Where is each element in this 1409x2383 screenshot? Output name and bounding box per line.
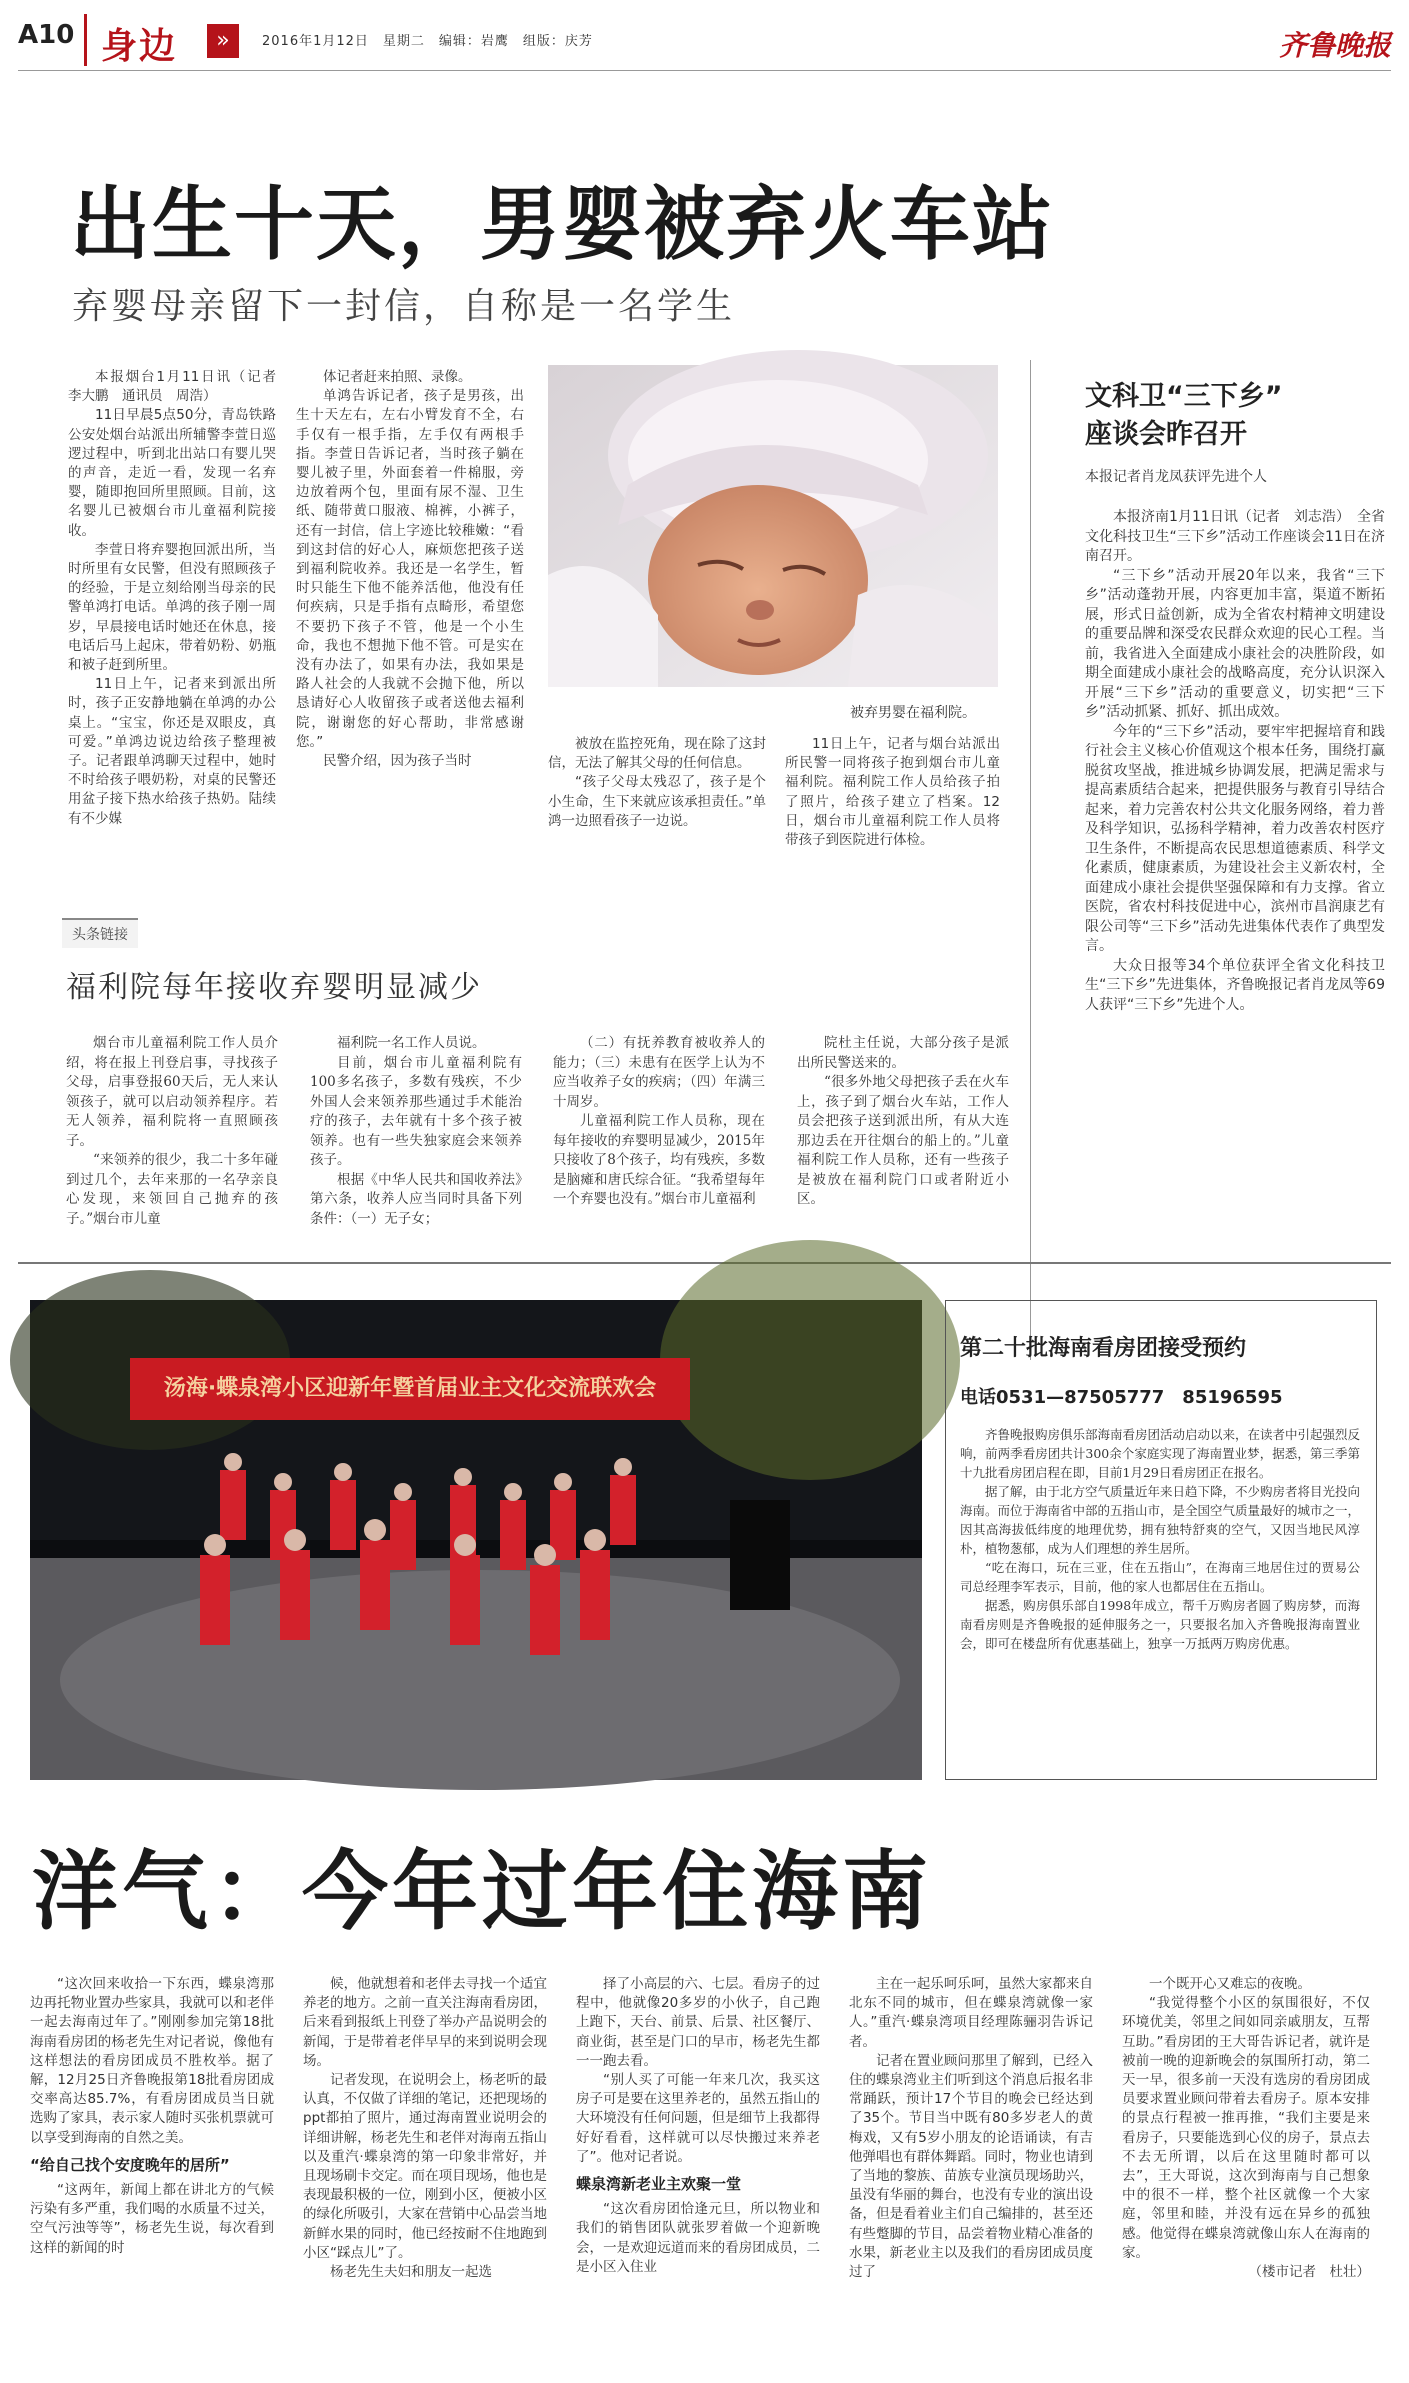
paragraph: 本报烟台1月11日讯（记者 李大鹏 通讯员 周浩） — [68, 369, 290, 405]
main-subhead: 弃婴母亲留下一封信，自称是一名学生 — [72, 286, 736, 327]
sidebar-title-line-1: 文科卫“三下乡” — [1085, 381, 1283, 412]
paragraph: （二）有抚养教育被收养人的能力；（三）未患有在医学上认为不应当收养子女的疾病；（四）年满三十周岁。 — [553, 1035, 765, 1110]
story1-column-1 — [68, 368, 290, 908]
paragraph: 民警介绍，因为孩子当时 — [323, 753, 472, 770]
paragraph: 杨老先生夫妇和朋友一起选 — [330, 2264, 492, 2281]
sidebar-byline: 本报记者肖龙凤获评先进个人 — [1085, 469, 1267, 485]
paragraph: “很多外地父母把孩子丢在火车上，孩子到了烟台火车站，工作人员会把孩子送到派出所，有从大连那边丢在开往烟台的船上的。”儿童福利院工作人员称，还有一些孩子是被放在福利院门口或者附近小区。 — [797, 1074, 1009, 1207]
paragraph: 记者发现，在说明会上，杨老听的最认真，不仅做了详细的笔记，还把现场的ppt都拍了照片，通过海南置业说明会的详细讲解，杨老先生和老伴对海南五指山以及重汽·蝶泉湾的第一印象非常好，并且现场刷卡交定。而在项目现场，他也是表现最积极的一位，刚到小区，便被小区的绿化所吸引，大家在营销中心品尝当地新鲜水果的同时，他已经按耐不住地跑到小区“踩点儿”了。 — [303, 2072, 547, 2261]
issue-info: 2016年1月12日 星期二 编辑：岩鹰 组版：庆芳 — [262, 34, 593, 49]
paragraph: 11日上午，记者与烟台站派出所民警一同将孩子抱到烟台市儿童福利院。福利院工作人员给孩子拍了照片，给孩子建立了档案。12日，烟台市儿童福利院工作人员将带孩子到医院进行体检。 — [785, 736, 1000, 849]
story2-column-2 — [303, 1975, 547, 2370]
story2-headline: 洋气：今年过年住海南 — [32, 1842, 932, 1942]
paragraph: “别人买了可能一年来几次，我买这房子可是要在这里养老的，虽然五指山的大环境没有任何问题，但是细节上我都得好好看看，这样就可以尽快搬过来养老了”。他对记者说。 — [576, 2072, 820, 2165]
newspaper-logo: 齐鲁晚报 — [1278, 29, 1391, 62]
paragraph: 体记者赶来拍照、录像。 — [323, 369, 472, 385]
paragraph: 一个既开心又难忘的夜晚。 — [1149, 1976, 1311, 1992]
section-label — [84, 14, 230, 67]
paragraph: 被放在监控死角，现在除了这封信，无法了解其父母的任何信息。 — [548, 736, 766, 772]
paragraph: 根据《中华人民共和国收养法》第六条，收养人应当同时具备下列条件：（一）无子女； — [310, 1171, 522, 1227]
baby-photo-illustration — [548, 365, 998, 687]
inline-heading: “给自己找个安度晚年的居所” — [30, 2155, 230, 2174]
section-arrow-icon: » — [207, 24, 239, 58]
paragraph: 目前，烟台市儿童福利院有100多名孩子，多数有残疾，不少外国人会来领养那些通过手术能治疗的孩子，去年就有十多个孩子被领养。也有一些失独家庭会来领养孩子。 — [310, 1054, 522, 1168]
paragraph: 主在一起乐呵乐呵，虽然大家都来自北东不同的城市，但在蝶泉湾就像一家人。”重汽·蝶泉湾项目经理陈骊羽告诉记者。 — [849, 1976, 1093, 2050]
story1-column-2 — [296, 368, 524, 908]
story2-column-5 — [1122, 1975, 1370, 2370]
paragraph: 单鸿告诉记者，孩子是男孩，出生十天左右，左右小臂发育不全，右手仅有一根手指，左手仅有两根手指。李萱日告诉记者，当时孩子躺在婴儿被子里，外面套着一件棉服，旁边放着两个包，里面有尿不湿、卫生纸、随带黄口服液、棉裤，小裤子，还有一封信，信上字迹比较稚嫩：“看到这封信的好心人，麻烦您把孩子送到福利院收养。我还是一名学生，暂时只能生下他不能养活他，他没有任何疾病，只是手指有点畸形，希望您不要扔下孩子不管，他是一个小生命，我也不想抛下他不管。可是实在没有办法了，如果有办法，我如果是路人社会的人我就不会抛下他，所以恳请好心人收留孩子或者送他去福利院，谢谢您的好心帮助，非常感谢您。” — [296, 388, 524, 750]
paragraph: “来领养的很少，我二十多年碰到过几个，去年来那的一名孕亲良心发现，来领回自己抛弃的孩子。”烟台市儿童 — [66, 1152, 278, 1227]
paragraph: 据悉，购房俱乐部自1998年成立，帮千万购房者圆了购房梦，而海南看房则是齐鲁晚报的延伸服务之一，只要报名加入齐鲁晚报海南置业会，即可在楼盘所有优惠基础上，独享一万抵两万购房优惠。 — [960, 1598, 1360, 1651]
paragraph: “这次回来收拾一下东西，蝶泉湾那边再托物业置办些家具，我就可以和老伴一起去海南过年了。”刚刚参加完第18批海南看房团的杨老先生对记者说，像他有这样想法的看房团成员不胜枚举。据了解，12月25日齐鲁晚报第18批看房团成交率高达85.7%，有看房团成员当日就选购了家具，表示家人随时买张机票就可以享受到海南的自然之美。 — [30, 1976, 274, 2146]
related-tag: 头条链接 — [62, 918, 138, 948]
header-rule — [18, 70, 1391, 71]
sidebar-title — [1085, 378, 1385, 454]
sidebar-divider — [1030, 360, 1031, 1360]
paragraph: 据了解，由于北方空气质量近年来日趋下降，不少购房者将目光投向海南。而位于海南省中部的五指山市，是全国空气质量最好的城市之一，因其高海拔低纬度的地理优势，拥有独特舒爽的空气，又因当地民风淳朴，植物葱郁，成为人们理想的养生居所。 — [960, 1484, 1361, 1556]
related-column-2 — [310, 1034, 522, 1234]
performance-photo — [30, 1300, 922, 1780]
section-title: 身边 — [101, 26, 178, 67]
story2-column-3 — [576, 1975, 820, 2370]
paragraph: 择了小高层的六、七层。看房子的过程中，他就像20多岁的小伙子，自己跑上跑下，天台、前景、后景、社区餐厅、商业街，甚至是门口的早市，杨老先生都一一跑去看。 — [576, 1976, 820, 2069]
paragraph: 今年的“三下乡”活动，要牢牢把握培育和践行社会主义核心价值观这个根本任务，围绕打赢脱贫攻坚战，推进城乡协调发展，把满足需求与提高素质结合起来，把提供服务与教育引导结合起来，着力完善农村公共文化服务网络，着力普及科学知识，弘扬科学精神，着力改善农村医疗卫生条件，不断提高农民思想道德素质、科学文化素质，健康素质，为建设社会主义新农村，全面建成小康社会提供坚强保障和有力支撑。省立医院，省农村科技促进中心，滨州市昌润康艺有限公司等“三下乡”活动先进集体代表作了典型发言。 — [1085, 723, 1385, 954]
paragraph: 儿童福利院工作人员称，现在每年接收的弃婴明显减少，2015年只接收了8个孩子，均有残疾，多数是脑瘫和唐氏综合征。“我希望每年一个弃婴也没有。”烟台市儿童福利 — [553, 1113, 765, 1207]
paragraph: 11日上午，记者来到派出所时，孩子正安静地躺在单鸿的办公桌上。“宝宝，你还是双眼皮，真可爱。”单鸿边说边给孩子整理被子。记者跟单鸿聊天过程中，她时不时给孩子喂奶粉，对桌的民警还用盆子接下热水给孩子热奶。陆续有不少媒 — [68, 676, 276, 827]
related-column-4 — [797, 1034, 1009, 1234]
story2-column-4 — [849, 1975, 1093, 2370]
ad-box — [945, 1300, 1377, 1780]
paragraph: 记者在置业顾问那里了解到，已经入住的蝶泉湾业主们听到这个消息后报名非常踊跃，预计17个节目的晚会已经达到了35个。节目当中既有80多岁老人的黄梅戏，又有5岁小朋友的论语诵读，有吉他弹唱也有群体舞蹈。同时，物业也请到了当地的黎族、苗族专业演员现场助兴，虽没有华丽的舞台，也没有专业的演出设备，但是看着业主们自己编排的，甚至还有些蹩脚的节目，品尝着物业精心准备的水果，新老业主以及我们的看房团成员度过了 — [849, 2052, 1093, 2281]
baby-photo — [548, 365, 998, 687]
ad-title: 第二十批海南看房团接受预约 — [960, 1336, 1247, 1361]
paragraph: “孩子父母太残忍了，孩子是个小生命，生下来就应该承担责任。”单鸿一边照看孩子一边说。 — [548, 774, 766, 829]
sidebar-title-line-2: 座谈会昨召开 — [1085, 419, 1247, 450]
photo-caption: 被弃男婴在福利院。 — [850, 705, 976, 721]
stage-banner: 汤海·蝶泉湾小区迎新年暨首届业主文化交流联欢会 — [163, 1376, 657, 1401]
related-title: 福利院每年接收弃婴明显减少 — [66, 970, 482, 1005]
ad-phone — [960, 1383, 1283, 1409]
paragraph: “我觉得整个小区的氛围很好，不仅环境优美，邻里之间如同亲戚朋友，互帮互助。”看房团的王大哥告诉记者，就许是被前一晚的迎新晚会的氛围所打动，第二天一早，很多前一天没有选房的看房团成员要求置业顾问带着去看房子。原本安排的景点行程被一推再推，“我们主要是来看房子，只要能选到心仪的房子，景点去不去无所谓，以后在这里随时都可以去”，王大哥说，这次到海南与自己想象中的很不一样，整个社区就像一个大家庭，邻里和睦，并没有远在异乡的孤独感。他觉得在蝶泉湾就像山东人在海南的家。 — [1122, 1995, 1370, 2261]
paragraph: 李萱日将弃婴抱回派出所，当时所里有女民警，但没有照顾孩子的经验，于是立刻给刚当母亲的民警单鸿打电话。单鸿的孩子刚一周岁，早晨接电话时她还在休息，接电话后马上起床，带着奶粉、奶瓶和被子赶到所里。 — [68, 541, 276, 674]
sidebar-body — [1085, 508, 1385, 1368]
paragraph: 院杜主任说，大部分孩子是派出所民警送来的。 — [797, 1035, 1009, 1071]
paragraph: “这次看房团恰逢元旦，所以物业和我们的销售团队就张罗着做一个迎新晚会，一是欢迎远道而来的看房团成员，二是小区入住业 — [576, 2201, 820, 2275]
story2-signature: （楼市记者 杜壮） — [1248, 2264, 1370, 2281]
ad-phone-number: 0531—87505777 85196595 — [996, 1387, 1283, 1408]
paragraph: “吃在海口，玩在三亚，住在五指山”，在海南三地居住过的贾易公司总经理李军表示，目前，他的家人也都居住在五指山。 — [960, 1560, 1360, 1594]
paragraph: 烟台市儿童福利院工作人员介绍，将在报上刊登启事，寻找孩子父母，启事登报60天后，无人来认领孩子，就可以启动领养程序。若无人领养，福利院将一直照顾孩子。 — [66, 1035, 278, 1149]
paragraph: “这两年，新闻上都在讲北方的气候污染有多严重，我们喝的水质量不过关，空气污浊等等”，杨老先生说，每次看到这样的新闻的时 — [30, 2182, 274, 2256]
paragraph: 候，他就想着和老伴去寻找一个适宜养老的地方。之前一直关注海南看房团，后来看到报纸上刊登了举办产品说明会的新闻，于是带着老伴早早的来到说明会现场。 — [303, 1976, 547, 2069]
related-column-1 — [66, 1034, 278, 1234]
paragraph: 本报济南1月11日讯（记者 刘志浩） 全省文化科技卫生“三下乡”活动工作座谈会11日在济南召开。 — [1085, 509, 1385, 564]
paragraph: “三下乡”活动开展20年以来，我省“三下乡”活动蓬勃开展，内容更加丰富，渠道不断拓展，形式日益创新，成为全省农村精神文明建设的重要品牌和深受农民群众欢迎的民心工程。当前，我省进入全面建成小康社会的决胜阶段，如期全面建成小康社会的战略高度，充分认识深入开展“三下乡”活动的重要意义，切实把“三下乡”活动抓紧、抓好、抓出成效。 — [1085, 567, 1385, 720]
related-column-3 — [553, 1034, 765, 1234]
ad-body — [960, 1425, 1360, 1765]
paragraph: 11日早晨5点50分，青岛铁路公安处烟台站派出所辅警李萱日巡逻过程中，听到北出站口有婴儿哭的声音，走近一看，发现一名弃婴，随即抱回所里照顾。目前，这名婴儿已被烟台市儿童福利院接收。 — [68, 407, 276, 539]
page-number: A10 — [18, 20, 75, 50]
ad-phone-label: 电话 — [960, 1387, 996, 1408]
story1-column-3 — [548, 735, 766, 913]
inline-heading: 蝶泉湾新老业主欢聚一堂 — [576, 2175, 742, 2194]
paragraph: 齐鲁晚报购房俱乐部海南看房团活动启动以来，在读者中引起强烈反响，前两季看房团共计300余个家庭实现了海南置业梦，据悉，第三季第十九批看房团启程在即，目前1月29日看房团正在报名。 — [960, 1427, 1361, 1480]
section-divider — [18, 1262, 1391, 1264]
story2-column-1 — [30, 1975, 274, 2370]
story1-column-4 — [785, 735, 1000, 913]
main-headline: 出生十天，男婴被弃火车站 — [70, 178, 1054, 271]
paragraph: 福利院一名工作人员说。 — [337, 1035, 486, 1051]
paragraph: 大众日报等34个单位获评全省文化科技卫生“三下乡”先进集体，齐鲁晚报记者肖龙凤等69人获评“三下乡”先进个人。 — [1085, 957, 1385, 1013]
